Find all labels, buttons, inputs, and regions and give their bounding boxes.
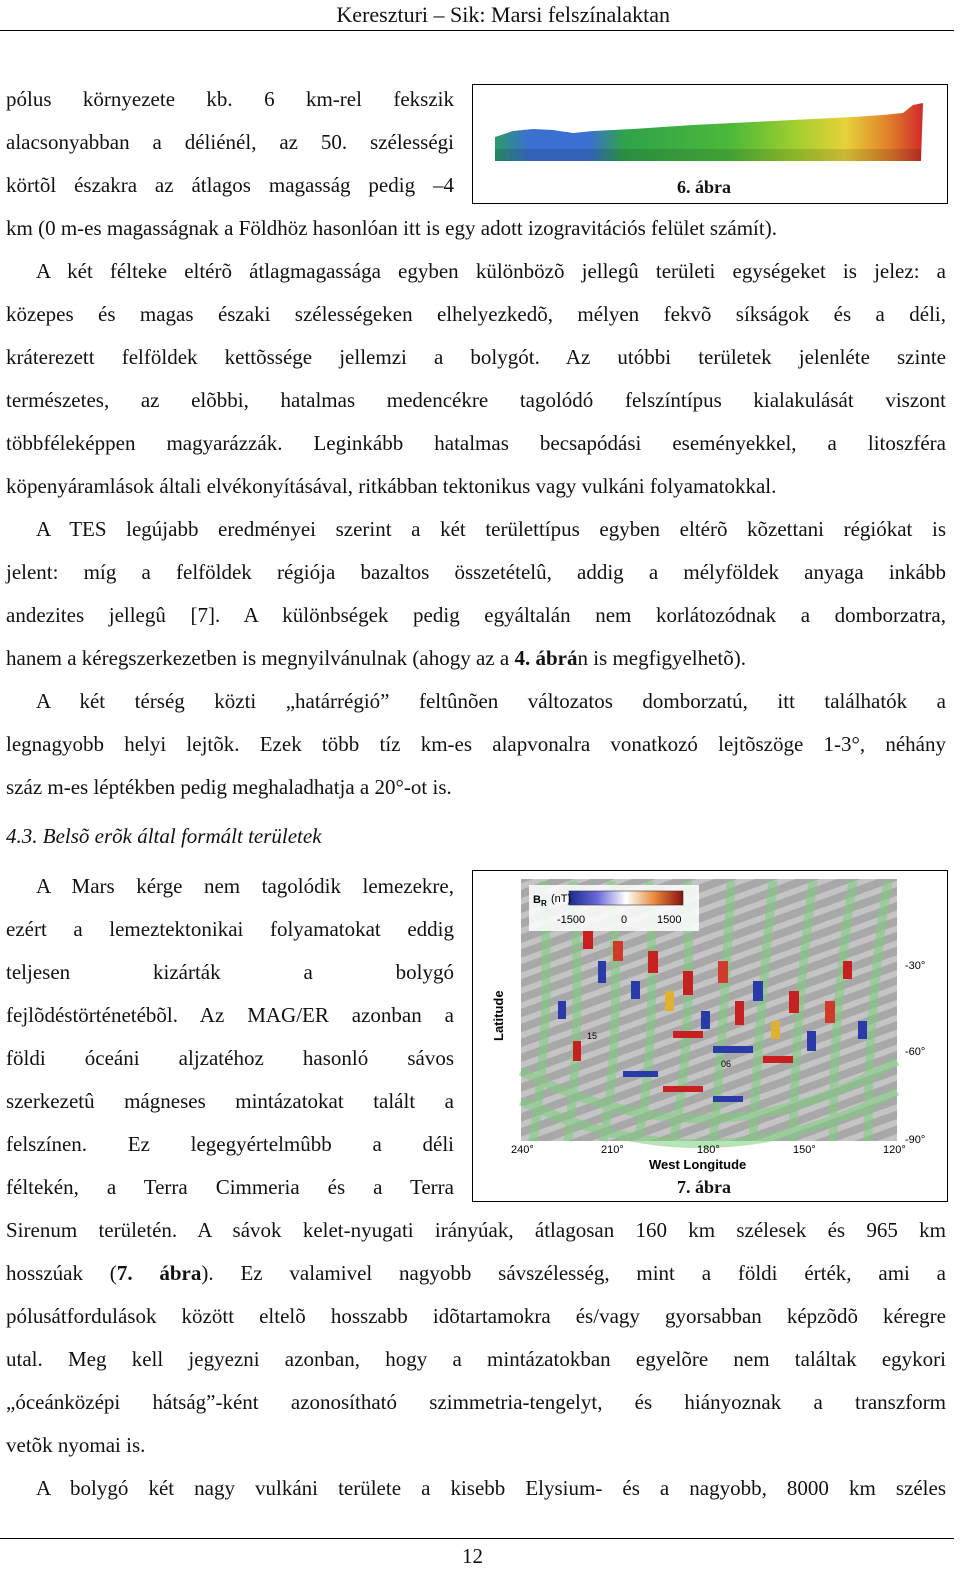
text-line: természetes, az elõbbi, hatalmas medencékre tagolódó felszíntípus kialakulását viszont bbox=[6, 388, 946, 412]
text-line: A Mars kérge nem tagolódik lemezekre, bbox=[36, 874, 454, 898]
text-line: felszínen. Ez legegyértelmûbb a déli bbox=[6, 1132, 454, 1156]
text-line: fejlõdéstörténetébõl. Az MAG/ER azonban a bbox=[6, 1003, 454, 1027]
x-tick: 120° bbox=[883, 1144, 906, 1156]
y-tick: -90° bbox=[905, 1134, 926, 1146]
text-line: közepes és magas északi szélességeken elhelyezkedõ, mélyen fekvõ síkságok és a déli, bbox=[6, 302, 946, 326]
map-marker: 06 bbox=[721, 1059, 732, 1069]
figure-reference: 7. ábra bbox=[116, 1261, 202, 1285]
text-line: földi óceáni aljzatéhoz hasonló sávos bbox=[6, 1046, 454, 1070]
page-number: 12 bbox=[462, 1544, 483, 1568]
text-line: „óceánközépi hátság”-ként azonosítható szimmetria-tengelyt, és hiányoznak a transzform bbox=[6, 1390, 946, 1414]
text-line: hanem a kéregszerkezetben is megnyilvánulnak (ahogy az a 4. ábrán is megfigyelhetõ). bbox=[6, 646, 746, 670]
x-tick: 240° bbox=[511, 1144, 534, 1156]
paragraph-5-cont bbox=[6, 1209, 946, 1467]
text-line: A két térség közti „határrégió” feltûnõen változatos domborzatú, itt találhatók a bbox=[36, 689, 946, 713]
text-line: utal. Meg kell jegyezni azonban, hogy a mintázatokban egyelõre nem találtak egykori bbox=[6, 1347, 946, 1371]
y-tick: -60° bbox=[905, 1046, 926, 1058]
paragraph-2 bbox=[6, 250, 946, 508]
text-line: vetõk nyomai is. bbox=[6, 1433, 146, 1457]
text-line: legnagyobb helyi lejtõk. Ezek több tíz km-es alapvonalra vonatkozó lejtõszöge 1-3°, néhány bbox=[6, 732, 946, 756]
paragraph-6 bbox=[6, 1467, 946, 1510]
text-line: km (0 m-es magasságnak a Földhöz hasonlóan itt is egy adott izogravitációs felület számít). bbox=[6, 216, 777, 240]
text-line: többféleképpen magyarázzák. Leginkább hatalmas becsapódási eseményekkel, a litoszféra bbox=[6, 431, 946, 455]
colorbar-tick: -1500 bbox=[557, 914, 586, 926]
map-marker: 15 bbox=[587, 1031, 598, 1041]
figure-6-caption: 6. ábra bbox=[677, 177, 731, 197]
text-line: andezites jellegû [7]. A különbségek pedig egyáltalán nem korlátozódnak a domborzatra, bbox=[6, 603, 946, 627]
y-axis-label: Latitude bbox=[491, 990, 506, 1041]
y-tick: -30° bbox=[905, 960, 926, 972]
colorbar-tick: 1500 bbox=[657, 914, 682, 926]
text-line: pólusátfordulások között eltelõ hosszabb idõtartamokra és/vagy gyorsabban képzõdõ kéregre bbox=[6, 1304, 946, 1328]
text-line: ezért a lemeztektonikai folyamatokat eddig bbox=[6, 917, 454, 941]
text-line: A két félteke eltérõ átlagmagassága egyben különbözõ jellegû területi egységeket is jelez: a bbox=[36, 259, 946, 283]
colorbar-unit: (nT) bbox=[551, 893, 572, 905]
figure-6 bbox=[472, 84, 948, 204]
x-tick: 210° bbox=[601, 1144, 624, 1156]
text-line: kráterezett felföldek kettõssége jellemzi a bolygót. Az utóbbi területek jelenléte szinte bbox=[6, 345, 946, 369]
text-line: A TES legújabb eredményei szerint a két területtípus egyben eltérõ kõzettani régiókat is bbox=[36, 517, 946, 541]
paragraph-1 bbox=[6, 78, 454, 207]
paragraph-3 bbox=[6, 508, 946, 680]
figure-reference: 4. ábrá bbox=[514, 646, 578, 670]
section-heading: 4.3. Belsõ erõk által formált területek bbox=[6, 824, 322, 848]
text-line: féltekén, a Terra Cimmeria és a Terra bbox=[6, 1175, 454, 1199]
text-line: Sirenum területén. A sávok kelet-nyugati irányúak, átlagosan 160 km szélesek és 965 km bbox=[6, 1218, 946, 1242]
figure-7-magnetic-map bbox=[473, 871, 947, 1201]
paragraph-5 bbox=[6, 865, 454, 1209]
x-tick: 180° bbox=[697, 1144, 720, 1156]
running-header bbox=[0, 0, 960, 30]
text-line: szerkezetû mágneses mintázatokat talált a bbox=[6, 1089, 454, 1113]
text-line: pólus környezete kb. 6 km-rel fekszik bbox=[6, 87, 454, 111]
text-line: körtõl északra az átlagos magasság pedig –4 bbox=[6, 173, 454, 197]
running-header-title: Kereszturi – Sik: Marsi felszínalaktan bbox=[336, 2, 670, 27]
x-tick: 150° bbox=[793, 1144, 816, 1156]
text-line: alacsonyabban a déliénél, az 50. szélességi bbox=[6, 130, 454, 154]
figure-7-caption: 7. ábra bbox=[677, 1177, 731, 1197]
colorbar-tick: 0 bbox=[621, 914, 628, 926]
text-line: köpenyáramlások általi elvékonyításával, ritkábban tektonikus vagy vulkáni folyamatokkal. bbox=[6, 474, 777, 498]
text-line: teljesen kizárták a bolygó bbox=[6, 960, 454, 984]
text-line: jelent: míg a felföldek régiója bazaltos összetételû, addig a mélyföldek anyaga inkább bbox=[6, 560, 946, 584]
paragraph-4 bbox=[6, 680, 946, 809]
figure-7 bbox=[472, 870, 948, 1202]
colorbar-label: $B_R$ bbox=[533, 894, 547, 908]
text-line: száz m-es léptékben pedig meghaladhatja a 20°-ot is. bbox=[6, 775, 452, 799]
paragraph-1-cont bbox=[6, 207, 946, 250]
footer-rule bbox=[0, 1538, 954, 1539]
header-rule bbox=[0, 30, 954, 31]
x-axis-label: West Longitude bbox=[649, 1157, 747, 1172]
text-line: hosszúak (7. ábra). Ez valamivel nagyobb sávszélesség, mint a földi érték, ami a bbox=[6, 1261, 947, 1285]
text-line: A bolygó két nagy vulkáni területe a kisebb Elysium- és a nagyobb, 8000 km széles bbox=[36, 1476, 946, 1500]
